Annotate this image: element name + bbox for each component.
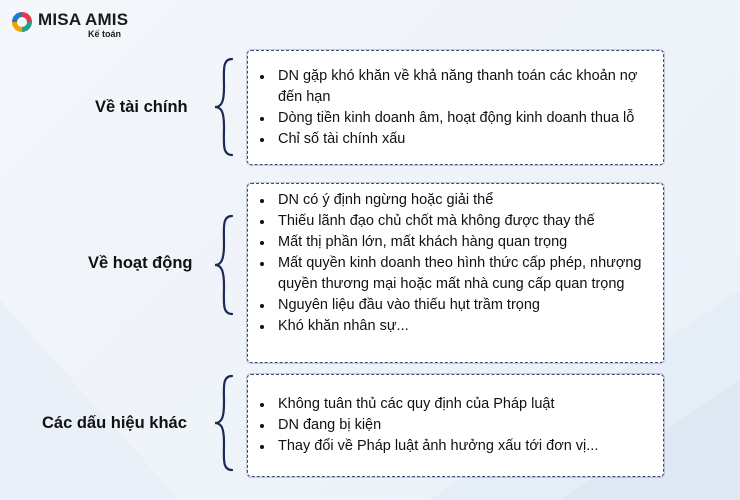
box-finance: [247, 50, 664, 165]
list-item: Không tuân thủ các quy định của Pháp luật: [278, 394, 663, 415]
list-item: Nguyên liệu đầu vào thiếu hụt trầm trọng: [278, 295, 663, 316]
category-title-finance: Về tài chính: [95, 98, 188, 116]
list-item: Khó khăn nhân sự...: [278, 316, 663, 337]
list-item: Dòng tiền kinh doanh âm, hoạt động kinh doanh thua lỗ: [278, 108, 663, 129]
list-item: DN đang bị kiện: [278, 415, 663, 436]
list-other-signs: [248, 394, 663, 457]
list-operations: [248, 190, 663, 337]
list-finance: [248, 66, 663, 150]
list-item: Mất quyền kinh doanh theo hình thức cấp phép, nhượng quyền thương mại hoặc mất nhà cung cấp quan trọng: [278, 253, 663, 295]
brace-operations: [212, 214, 236, 316]
brand-name: MISA AMIS: [38, 10, 129, 29]
list-item: DN có ý định ngừng hoặc giải thể: [278, 190, 663, 211]
brace-finance: [212, 57, 236, 157]
category-title-other-signs: Các dấu hiệu khác: [42, 414, 187, 432]
category-title-operations: Về hoạt động: [88, 254, 193, 272]
brace-other-signs: [212, 374, 236, 472]
list-item: DN gặp khó khăn về khả năng thanh toán các khoản nợ đến hạn: [278, 66, 663, 108]
list-item: Thay đổi về Pháp luật ảnh hưởng xấu tới đơn vị...: [278, 436, 663, 457]
brand-subtitle: Kế toán: [88, 29, 122, 39]
list-item: Thiếu lãnh đạo chủ chốt mà không được thay thế: [278, 211, 663, 232]
list-item: Chỉ số tài chính xấu: [278, 129, 663, 150]
box-operations: [247, 183, 664, 363]
box-other-signs: [247, 374, 664, 477]
list-item: Mất thị phần lớn, mất khách hàng quan trọng: [278, 232, 663, 253]
misa-logo-icon: [10, 10, 34, 34]
